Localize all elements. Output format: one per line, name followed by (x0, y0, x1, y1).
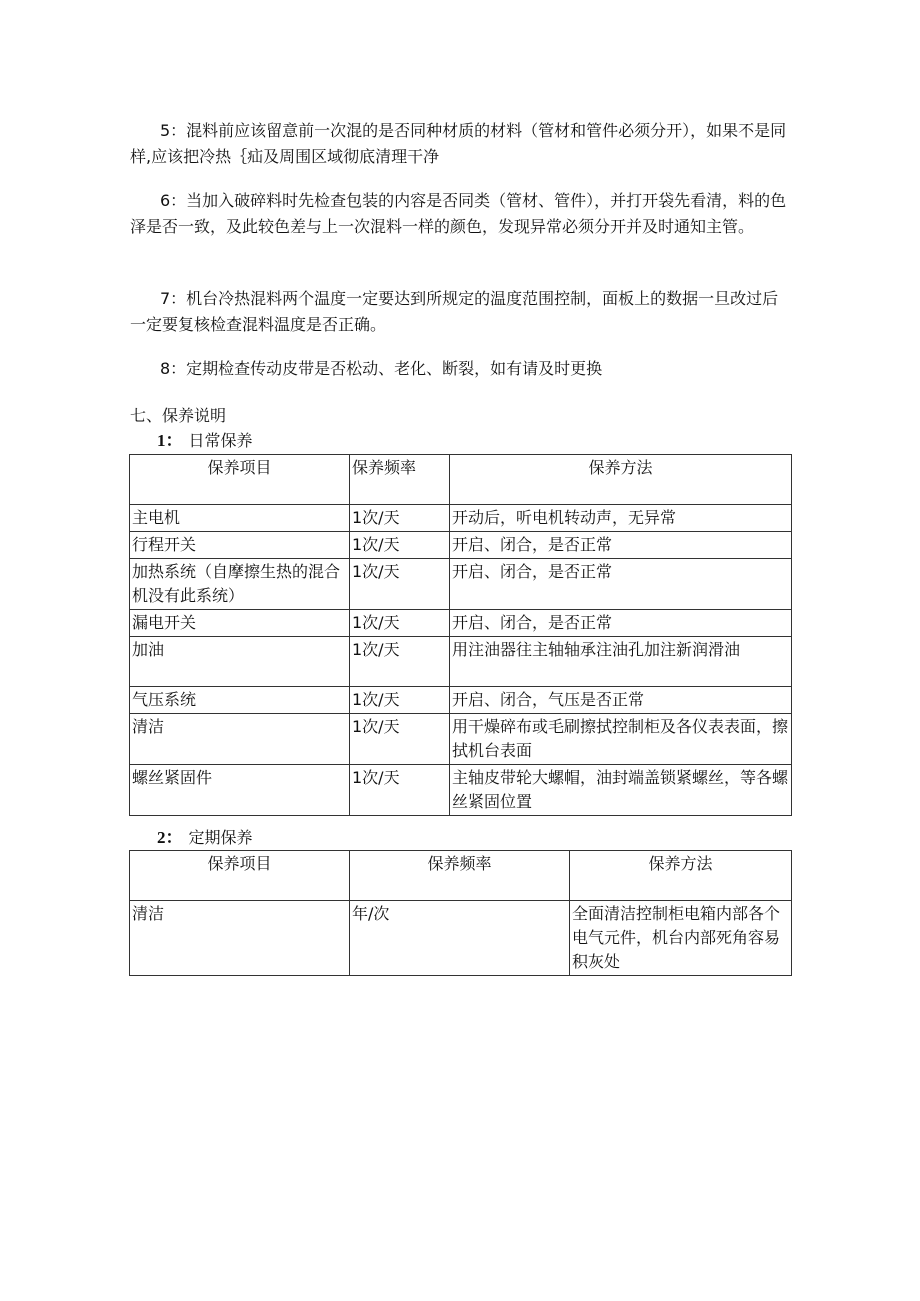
section-title: 七、保养说明 (130, 406, 227, 425)
cell-method: 主轴皮带轮大螺帽，油封端盖锁紧螺丝，等各螺丝紧固位置 (450, 765, 792, 816)
paragraph-5: 5：混料前应该留意前一次混的是否同种材质的材料（管材和管件必须分开），如果不是同样,应该把冷热｛疝及周围区域彻底清理干净 (130, 121, 787, 166)
cell-item: 螺丝紧固件 (130, 765, 350, 816)
cell-item: 主电机 (130, 505, 350, 532)
paragraph-7: 7：机台冷热混料两个温度一定要达到所规定的温度范围控制，面板上的数据一旦改过后一定要复核检查混料温度是否正确。 (130, 289, 779, 334)
table-row (130, 505, 792, 532)
cell-freq: 1次/天 (350, 687, 450, 714)
cell-method: 用干燥碎布或毛刷擦拭控制柜及各仪表表面，擦拭机台表面 (450, 714, 792, 765)
table-row (130, 714, 792, 765)
cell-item: 气压系统 (130, 687, 350, 714)
header-method: 保养方法 (450, 455, 792, 505)
header-freq: 保养频率 (350, 851, 570, 901)
paragraph-6: 6：当加入破碎料时先检查包装的内容是否同类（管材、管件），并打开袋先看清，料的色泽是否一致，及此较色差与上一次混料一样的颜色，发现异常必须分开并及时通知主管。 (130, 191, 787, 236)
cell-method: 开启、闭合，气压是否正常 (450, 687, 792, 714)
table-header-row (130, 455, 792, 505)
cell-freq: 1次/天 (350, 532, 450, 559)
cell-freq: 1次/天 (350, 559, 450, 610)
table-row (130, 765, 792, 816)
cell-method: 开启、闭合，是否正常 (450, 559, 792, 610)
cell-freq: 年/次 (350, 901, 570, 976)
periodic-maintenance-heading (157, 827, 253, 849)
daily-title: 日常保养 (188, 431, 253, 450)
periodic-number: 2： (157, 828, 183, 847)
cell-freq: 1次/天 (350, 610, 450, 637)
cell-item: 漏电开关 (130, 610, 350, 637)
cell-freq: 1次/天 (350, 765, 450, 816)
cell-item: 行程开关 (130, 532, 350, 559)
periodic-title: 定期保养 (188, 828, 253, 847)
cell-item: 清洁 (130, 901, 350, 976)
cell-method: 开启、闭合，是否正常 (450, 610, 792, 637)
cell-freq: 1次/天 (350, 714, 450, 765)
periodic-maintenance-table (129, 850, 792, 976)
cell-method: 全面清洁控制柜电箱内部各个电气元件，机台内部死角容易积灰处 (570, 901, 792, 976)
table-header-row (130, 851, 792, 901)
table-row (130, 687, 792, 714)
table-row (130, 637, 792, 687)
table-row (130, 532, 792, 559)
daily-maintenance-heading (157, 430, 253, 452)
daily-number: 1： (157, 431, 183, 450)
cell-method: 开启、闭合，是否正常 (450, 532, 792, 559)
cell-item: 清洁 (130, 714, 350, 765)
header-freq: 保养频率 (350, 455, 450, 505)
cell-freq: 1次/天 (350, 505, 450, 532)
cell-freq: 1次/天 (350, 637, 450, 687)
cell-method: 用注油器往主轴轴承注油孔加注新润滑油 (450, 637, 792, 687)
cell-item: 加热系统（自摩擦生热的混合机没有此系统） (130, 559, 350, 610)
paragraph-8: 8：定期检查传动皮带是否松动、老化、断裂，如有请及时更换 (160, 359, 603, 378)
header-method: 保养方法 (570, 851, 792, 901)
daily-maintenance-table (129, 454, 792, 816)
table-row (130, 901, 792, 976)
header-item: 保养项目 (130, 851, 350, 901)
table-row (130, 610, 792, 637)
cell-item: 加油 (130, 637, 350, 687)
cell-method: 开动后，听电机转动声，无异常 (450, 505, 792, 532)
header-item: 保养项目 (130, 455, 350, 505)
table-row (130, 559, 792, 610)
